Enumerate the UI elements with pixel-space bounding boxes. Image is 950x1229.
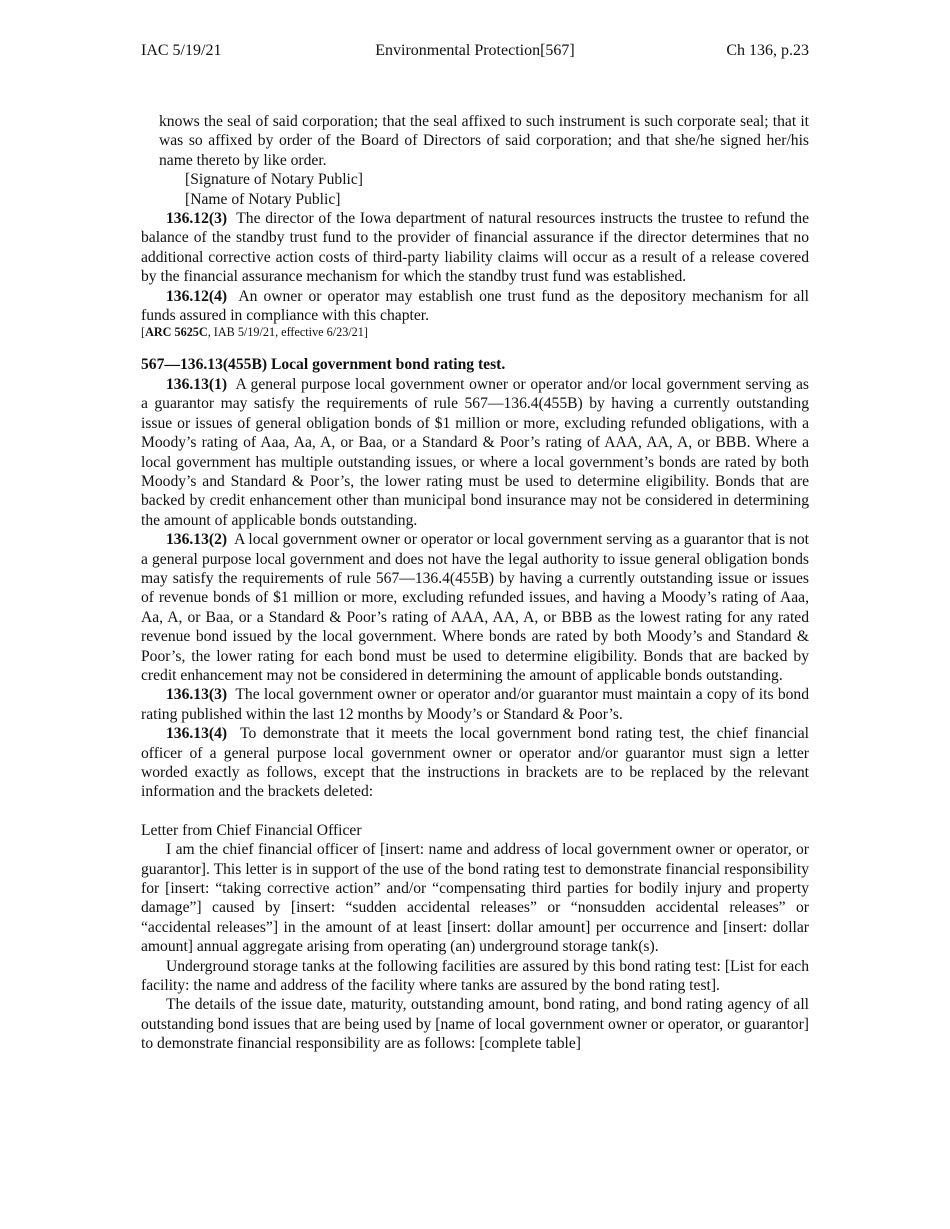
letter-paragraph-1: I am the chief financial officer of [insert: name and address of local government owner or operator, or guarantor]. This letter is in support of the use of the bond rating test to demonstrate financial responsibility for [insert: “taking corrective action” and/or “compensating third parties for bodily injury and property damage”] caused by [insert: “sudden accidental releases” or “nonsudden accidental releases” or “accidental releases”] in the amount of at least [insert: dollar amount] per occurrence and [insert: dollar amount] annual aggregate arising from operating (an) underground storage tank(s). [141, 841, 809, 956]
header-title: Environmental Protection[567] [375, 42, 575, 59]
notary-signature-line: [Signature of Notary Public] [185, 171, 363, 189]
subrule-text: To demonstrate that it meets the local government bond rating test, the chief financial officer of a general purpose local government owner or operator and/or guarantor must sign a letter worded exactly as follows, except that the instructions in brackets are to be replaced by the relevant information and the brackets deleted: [141, 725, 810, 801]
header-date: IAC 5/19/21 [141, 42, 222, 59]
notary-name-line: [Name of Notary Public] [185, 190, 341, 208]
rule-title: 567—136.13(455B) Local government bond rating test. [141, 356, 506, 374]
subrule-number: 136.13(2) [166, 531, 228, 549]
subrule-number: 136.13(4) [166, 725, 228, 743]
citation-open: [ [141, 325, 146, 340]
subrule-number: 136.13(3) [166, 686, 228, 704]
subrule-136-12-3 [141, 209, 809, 287]
subrule-number: 136.12(4) [166, 287, 228, 305]
notary-paragraph: knows the seal of said corporation; that the seal affixed to such instrument is such corporate seal; that it was so affixed by order of the Board of Directors of said corporation; and that she/he signed her/his name thereto by like order. [159, 113, 809, 169]
subrule-136-13-1 [141, 375, 809, 530]
source-citation [141, 325, 809, 340]
citation-rest: , IAB 5/19/21, effective 6/23/21] [207, 325, 368, 340]
subrule-text: The local government owner or operator and/or guarantor must maintain a copy of its bond rating published within the last 12 months by Moody’s or Standard & Poor’s. [141, 686, 810, 723]
letter-paragraph-2: Underground storage tanks at the following facilities are assured by this bond rating test: [List for each facility: the name and address of the facility where tanks are assured by the bond rating test]. [141, 957, 809, 995]
subrule-136-13-3 [141, 685, 809, 724]
header-page-number: Ch 136, p.23 [726, 42, 809, 59]
letter-title: Letter from Chief Financial Officer [141, 821, 362, 839]
subrule-number: 136.12(3) [166, 210, 228, 228]
subrule-text: The director of the Iowa department of natural resources instructs the trustee to refund the balance of the standby trust fund to the provider of financial assurance if the director determines that no additional corrective action costs of third-party liability claims will occur as a result of a release covered by the financial assurance mechanism for which the standby trust fund was established. [141, 210, 809, 286]
subrule-136-12-4 [141, 287, 809, 326]
subrule-text: A local government owner or operator or local government serving as a guarantor that is not a general purpose local government and does not have the legal authority to issue general obligation bonds may satisfy the requirements of rule 567—136.4(455B) by having a currently outstanding issue or issues of revenue bonds of $1 million or more, excluding refunded issues, and having a Moody’s rating of Aaa, Aa, A, or Baa, or a Standard & Poor’s rating of AAA, AA, A, or BBB as the lowest rating for any rated revenue bond issued by the local government. Where bonds are rated by both Moody’s and Standard & Poor’s, the lower rating for each bond must be used to determine eligibility. Bonds that are backed by credit enhancement may not be considered in determining the amount of applicable bonds outstanding. [141, 531, 810, 684]
arc-number: ARC 5625C [145, 325, 208, 340]
page-header [141, 41, 809, 61]
subrule-136-13-2 [141, 530, 809, 685]
notary-continuation [141, 112, 809, 209]
subrule-number: 136.13(1) [166, 375, 228, 393]
letter-paragraph-3: The details of the issue date, maturity, outstanding amount, bond rating, and bond rating agency of all outstanding bond issues that are being used by [name of local government owner or operator, or guarantor] to demonstrate financial responsibility are as follows: [complete table] [141, 996, 809, 1053]
subrule-text: A general purpose local government owner or operator and/or local government serving as a guarantor may satisfy the requirements of rule 567—136.4(455B) by having a currently outstanding issue or issues of general obligation bonds of $1 million or more, excluding refunded obligations, with a Moody’s rating of Aaa, Aa, A, or Baa, or a Standard & Poor’s rating of AAA, AA, A, or BBB. Where a local government has multiple outstanding issues, or where a local government’s bonds are rated by both Moody’s and Standard & Poor’s, the lower rating must be used to determine eligibility. Bonds that are backed by credit enhancement other than municipal bond insurance may not be considered in determining the amount of applicable bonds outstanding. [141, 375, 810, 529]
subrule-text: An owner or operator may establish one trust fund as the depository mechanism for all funds assured in compliance with this chapter. [141, 287, 810, 325]
document-body [141, 112, 809, 1054]
subrule-136-13-4 [141, 724, 809, 802]
